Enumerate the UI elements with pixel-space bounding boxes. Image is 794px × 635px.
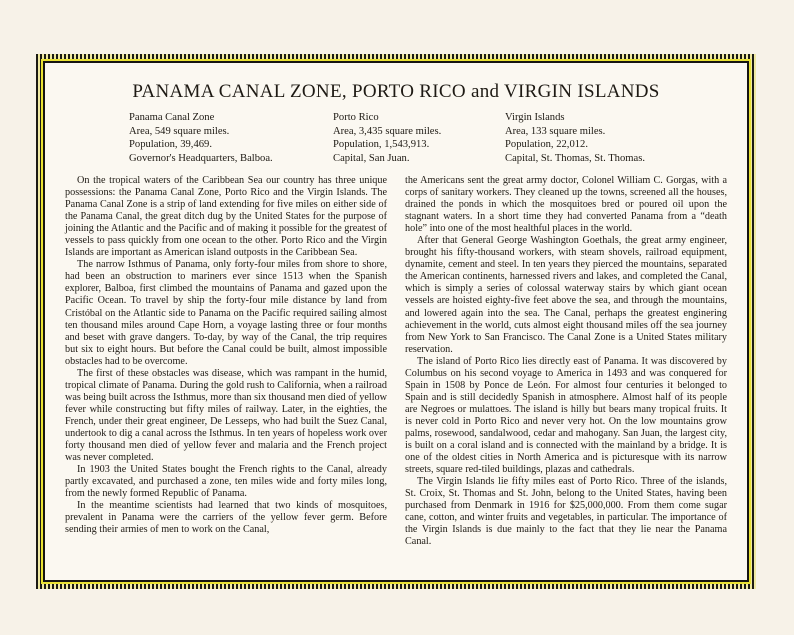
- territory-population: Population, 22,012.: [505, 139, 588, 151]
- paragraph: After that General George Washington Goethals, the great army engineer, brought his fifty-thousand workers, with steam shovels, railroad equipment, dynamite, cement and steel. In ten years they pierced the mountains, separated the American continents, harnessed rivers and lakes, and completed the Canal, which is simply a series of colossal waterway stairs by which giant ocean vessels are hoisted eighty-five feet above the sea, and through the mountains, and lowered again into the sea. The Canal, perhaps the greatest enginering achievement in the world, cuts almost eight thousand miles off the sea journey from New York to San Francisco. The Canal Zone is a United States military reservation.: [405, 235, 727, 355]
- border-black-line: [43, 61, 749, 582]
- territory-virgin-islands: [505, 111, 709, 165]
- page-content: [45, 63, 747, 580]
- decorative-border: [36, 54, 756, 589]
- territory-population: Population, 39,469.: [129, 139, 212, 151]
- territory-capital: Capital, St. Thomas, St. Thomas.: [505, 152, 645, 164]
- paragraph: In the meantime scientists had learned that two kinds of mosquitoes, prevalent in Panama were the carriers of the yellow fever germ. Before sending their armies of men to work on the Canal,: [65, 500, 387, 536]
- territory-area: Area, 133 square miles.: [505, 125, 606, 137]
- paragraph: The narrow Isthmus of Panama, only forty-four miles from shore to shore, had been an obstruction to mariners ever since 1513 when the Spanish explorer, Balboa, first climbed the mountains of Panama and gazed upon the Pacific Ocean. To travel by ship the forty-four mile distance by land from Cristóbal on the Atlantic side to Panama on the Pacific required sailing almost ten thousand miles around Cape Horn, a voyage lasting three or four months and beset with grave dangers. To-day, by way of the Canal, the trip requires but six to eight hours. But before the Canal could be built, almost impossible obstacles had to be overcome.: [65, 259, 387, 367]
- paragraph: On the tropical waters of the Caribbean Sea our country has three unique possessions: the Panama Canal Zone, Porto Rico and the Virgin Islands. The Panama Canal Zone is a strip of land extending for five miles on either side of the Panama Canal, the great ditch dug by the United States for the purpose of joining the Atlantic and the Pacific and of making it possible for the greatest of vessels to pass quickly from one ocean to the other. Porto Rico and the Virgin Islands are important as American island outposts in the Caribbean Sea.: [65, 175, 387, 259]
- article-body: [65, 175, 727, 548]
- paragraph: The Virgin Islands lie fifty miles east of Porto Rico. Three of the islands, St. Croix, St. Thomas and St. John, belong to the United States, having been purchased from Denmark in 1916 for $25,000,000. From them come sugar cane, cotton, and winter fruits and vegetables, in particular. The importance of the Virgin Islands is due mainly to the fact that they lie near the Panama Canal.: [405, 476, 727, 548]
- territory-panama: [129, 111, 333, 165]
- territory-info: [129, 111, 717, 165]
- paragraph: The first of these obstacles was disease, which was rampant in the humid, tropical climate of Panama. During the gold rush to California, when a railroad was being built across the Isthmus, more than six thousand men died of yellow fever while constructing but fifty miles of railway. Later, in the eighties, the French, under their great engineer, De Lesseps, who had built the Suez Canal, undertook to dig a canal across the Isthmus. In ten years of hopeless work over forty thousand men died of yellow fever and malaria and the French project was never completed.: [65, 367, 387, 464]
- territory-capital: Capital, San Juan.: [333, 152, 410, 164]
- territory-capital: Governor's Headquarters, Balboa.: [129, 152, 273, 164]
- territory-population: Population, 1,543,913.: [333, 139, 430, 151]
- paragraph: The island of Porto Rico lies directly east of Panama. It was discovered by Columbus on his second voyage to America in 1493 and was conquered for Spain in 1508 by Ponce de León. For almost four centuries it belonged to Spain and is still decidedly Spanish in atmosphere. Almost half of its people are Negroes or mulattoes. The island is hilly but bears many tropical fruits. It is never cold in Porto Rico and never very hot. On the low mountains grow palms, rosewood, sandalwood, cedar and mahogany. San Juan, the largest city, is built on a coral island and is connected with the mainland by a bridge. It is one of the oldest cities in North America and is picturesque with its narrow streets, square red-tiled buildings, plazas and cathedrals.: [405, 355, 727, 476]
- page-title: PANAMA CANAL ZONE, PORTO RICO and VIRGIN ISLANDS: [132, 81, 660, 102]
- territory-area: Area, 3,435 square miles.: [333, 125, 442, 137]
- border-yellow-band: [41, 59, 751, 584]
- paragraph: the Americans sent the great army doctor, Colonel William C. Gorgas, with a corps of sanitary workers. They cleaned up the towns, screened all the houses, drained the ponds in which the mosquitoes bred or poured oil upon the stagnant waters. In a short time they had converted Panama from a “death hole” into one of the most healthful places in the world.: [405, 175, 727, 235]
- left-column: [65, 175, 387, 548]
- territory-name: Virgin Islands: [505, 112, 565, 123]
- paragraph: In 1903 the United States bought the French rights to the Canal, already partly excavated, and purchased a zone, ten miles wide and forty miles long, from the newly formed Republic of Panama.: [65, 464, 387, 500]
- territory-area: Area, 549 square miles.: [129, 125, 230, 137]
- territory-name: Panama Canal Zone: [129, 112, 215, 123]
- territory-name: Porto Rico: [333, 112, 379, 123]
- territory-porto-rico: [333, 111, 505, 165]
- right-column: [405, 175, 727, 548]
